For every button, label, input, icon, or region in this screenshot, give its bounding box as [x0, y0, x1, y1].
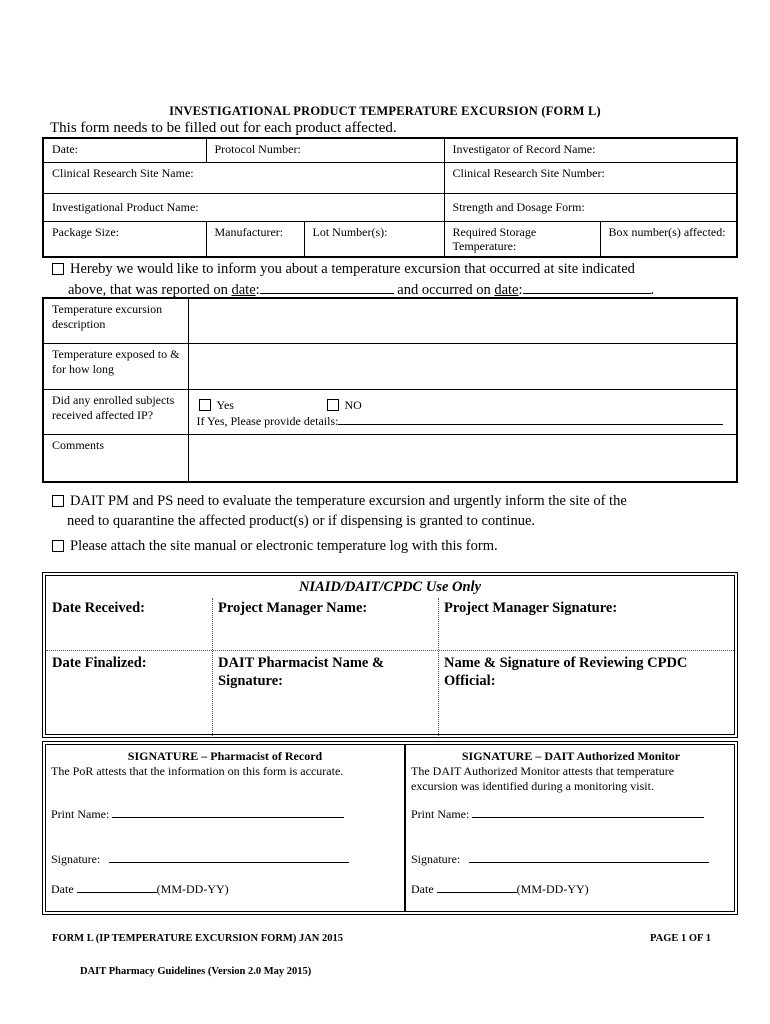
notice-line2b: and occurred on [393, 282, 495, 298]
site-info-table [42, 137, 738, 258]
date-finalized-label: Date Finalized: [52, 655, 147, 671]
protocol-number-field[interactable]: Protocol Number: [206, 138, 444, 162]
site-name-field[interactable]: Clinical Research Site Name: [43, 162, 444, 193]
por-print-name-label: Print Name: [51, 807, 110, 821]
box-numbers-field[interactable]: Box number(s) affected: [600, 221, 737, 257]
pm-name-label: Project Manager Name: [218, 600, 368, 616]
yes-checkbox[interactable] [199, 399, 211, 411]
yes-option[interactable]: Yes [199, 398, 234, 413]
monitor-print-name-label: Print Name: [411, 807, 470, 821]
description-label: Temperature excursion description [43, 298, 188, 343]
site-number-field[interactable]: Clinical Research Site Number: [444, 162, 737, 193]
manufacturer-field[interactable]: Manufacturer: [206, 221, 304, 257]
notice-paragraph: Hereby we would like to inform you about a temperature excursion that occurred at site indicated above, that was reported on date: and occurred on date: . [52, 259, 752, 300]
por-signature-input[interactable] [109, 852, 349, 863]
notice-checkbox[interactable] [52, 263, 64, 275]
attach-checkbox[interactable] [52, 540, 64, 552]
form-title: INVESTIGATIONAL PRODUCT TEMPERATURE EXCURSION (FORM L) [169, 104, 601, 118]
date-received-label: Date Received: [52, 600, 145, 616]
dait-line1: DAIT PM and PS need to evaluate the temperature excursion and urgently inform the site of the [70, 493, 627, 509]
enrolled-label: Did any enrolled subjects received affected IP? [43, 389, 188, 434]
no-option[interactable]: NO [327, 398, 362, 413]
por-date-format: (MM-DD-YY) [156, 882, 229, 896]
signatures-box [42, 741, 738, 915]
date-word-1: date [231, 282, 256, 298]
por-title: SIGNATURE – Pharmacist of Record [127, 749, 323, 763]
notice-line2a: above, that was reported on [68, 282, 232, 298]
strength-field[interactable]: Strength and Dosage Form: [444, 193, 737, 221]
niaid-use-only-box [42, 572, 738, 738]
por-text: The PoR attests that the information on this form is accurate. [51, 764, 344, 778]
exposed-label: Temperature exposed to & for how long [43, 343, 188, 389]
monitor-signature-section [406, 745, 736, 911]
monitor-date-label: Date [411, 882, 434, 896]
product-name-field[interactable]: Investigational Product Name: [43, 193, 444, 221]
dait-checkbox[interactable] [52, 495, 64, 507]
date-word-2: date [494, 282, 519, 298]
date-field[interactable]: Date: [43, 138, 206, 162]
investigator-field[interactable]: Investigator of Record Name: [444, 138, 737, 162]
niaid-header: NIAID/DAIT/CPDC Use Only [298, 579, 482, 595]
required-storage-field[interactable]: Required Storage Temperature: [444, 221, 600, 257]
por-print-name-input[interactable] [112, 807, 344, 818]
comments-input[interactable] [188, 434, 737, 482]
pharmacist-label: DAIT Pharmacist Name & Signature: [218, 655, 385, 689]
package-size-field[interactable]: Package Size: [43, 221, 206, 257]
exposed-input[interactable] [188, 343, 737, 389]
por-signature-label: Signature: [51, 852, 101, 866]
description-input[interactable] [188, 298, 737, 343]
lot-numbers-field[interactable]: Lot Number(s): [304, 221, 444, 257]
footer-guidelines: DAIT Pharmacy Guidelines (Version 2.0 May 2015) [80, 966, 312, 977]
monitor-signature-input[interactable] [469, 852, 709, 863]
reviewing-official-label: Name & Signature of Reviewing CPDC Official: [444, 655, 688, 689]
footer-page-number: PAGE 1 OF 1 [650, 933, 711, 944]
footer-form-id: FORM L (IP TEMPERATURE EXCURSION FORM) JAN 2015 [52, 933, 343, 944]
no-checkbox[interactable] [327, 399, 339, 411]
enrolled-answer [188, 389, 737, 434]
instructions [52, 491, 762, 556]
por-date-label: Date [51, 882, 74, 896]
notice-line1: Hereby we would like to inform you about a temperature excursion that occurred at site indicated [70, 261, 635, 277]
monitor-signature-label: Signature: [411, 852, 461, 866]
pm-signature-label: Project Manager Signature: [444, 600, 618, 616]
form-subtitle: This form needs to be filled out for each product affected. [50, 120, 397, 136]
dait-line2: need to quarantine the affected product(s) or if dispensing is granted to continue. [67, 513, 536, 529]
occurred-date-blank[interactable] [523, 279, 651, 294]
comments-label: Comments [43, 434, 188, 482]
monitor-date-format: (MM-DD-YY) [516, 882, 589, 896]
if-yes-label: If Yes, Please provide details: [196, 413, 339, 428]
if-yes-details-blank[interactable] [338, 414, 723, 425]
monitor-text: The DAIT Authorized Monitor attests that temperature excursion was identified during a monitoring visit. [411, 764, 675, 793]
monitor-title: SIGNATURE – DAIT Authorized Monitor [461, 749, 681, 763]
reported-date-blank[interactable] [260, 279, 394, 294]
excursion-table [42, 297, 738, 483]
attach-line: Please attach the site manual or electronic temperature log with this form. [70, 538, 498, 554]
monitor-date-input[interactable] [437, 882, 517, 893]
por-date-input[interactable] [77, 882, 157, 893]
monitor-print-name-input[interactable] [472, 807, 704, 818]
por-signature-section [46, 745, 406, 911]
